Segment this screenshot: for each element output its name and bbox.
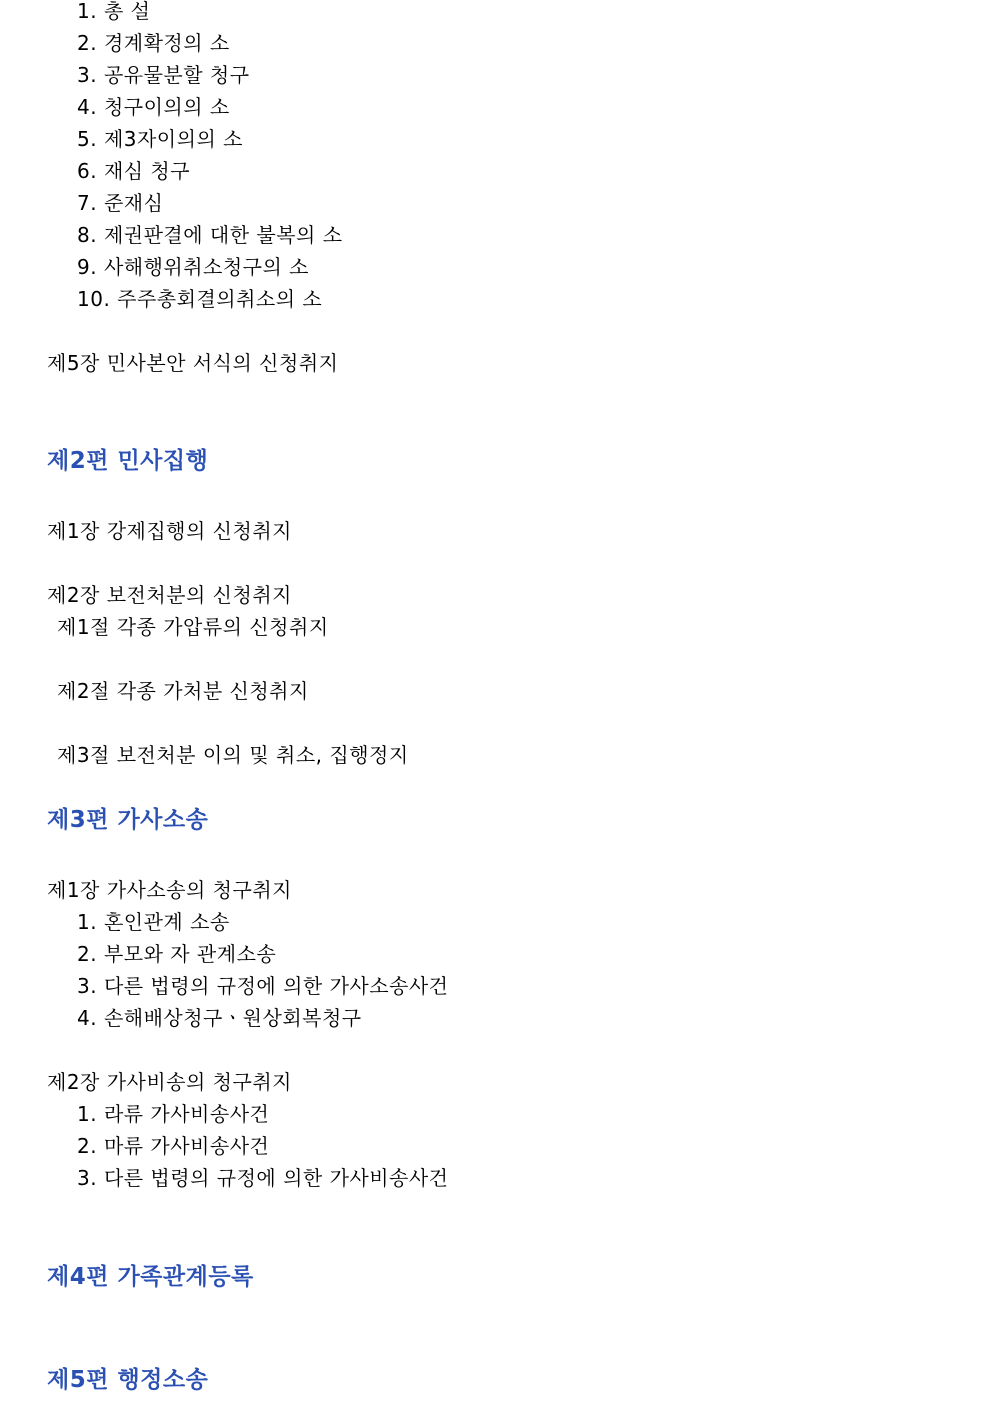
list-item: 4. 손해배상청구ㆍ원상회복청구 — [77, 1006, 362, 1030]
section-heading: 제2절 각종 가처분 신청취지 — [57, 679, 309, 703]
list-item: 1. 총 설 — [77, 0, 151, 23]
list-item: 2. 경계확정의 소 — [77, 31, 230, 55]
list-item: 6. 재심 청구 — [77, 159, 191, 183]
list-item: 9. 사해행위취소청구의 소 — [77, 255, 309, 279]
chapter-heading: 제5장 민사본안 서식의 신청취지 — [47, 351, 339, 375]
part-heading: 제3편 가사소송 — [47, 807, 209, 833]
list-item: 10. 주주총회결의취소의 소 — [77, 287, 323, 311]
chapter-heading: 제1장 강제집행의 신청취지 — [47, 519, 292, 543]
list-item: 1. 라류 가사비송사건 — [77, 1102, 270, 1126]
section-heading: 제3절 보전처분 이의 및 취소, 집행정지 — [57, 743, 409, 767]
list-item: 7. 준재심 — [77, 191, 164, 215]
list-item: 2. 마류 가사비송사건 — [77, 1134, 270, 1158]
chapter-heading: 제2장 가사비송의 청구취지 — [47, 1070, 292, 1094]
list-item: 8. 제권판결에 대한 불복의 소 — [77, 223, 343, 247]
list-item: 2. 부모와 자 관계소송 — [77, 942, 277, 966]
part-heading: 제4편 가족관계등록 — [47, 1264, 254, 1290]
chapter-heading: 제2장 보전처분의 신청취지 — [47, 583, 292, 607]
chapter-heading: 제1장 가사소송의 청구취지 — [47, 878, 292, 902]
list-item: 5. 제3자이의의 소 — [77, 127, 243, 151]
list-item: 3. 공유물분할 청구 — [77, 63, 250, 87]
list-item: 3. 다른 법령의 규정에 의한 가사비송사건 — [77, 1166, 449, 1190]
part-heading: 제5편 행정소송 — [47, 1367, 209, 1393]
list-item: 1. 혼인관계 소송 — [77, 910, 230, 934]
list-item: 4. 청구이의의 소 — [77, 95, 230, 119]
part-heading: 제2편 민사집행 — [47, 448, 209, 474]
list-item: 3. 다른 법령의 규정에 의한 가사소송사건 — [77, 974, 449, 998]
section-heading: 제1절 각종 가압류의 신청취지 — [57, 615, 329, 639]
